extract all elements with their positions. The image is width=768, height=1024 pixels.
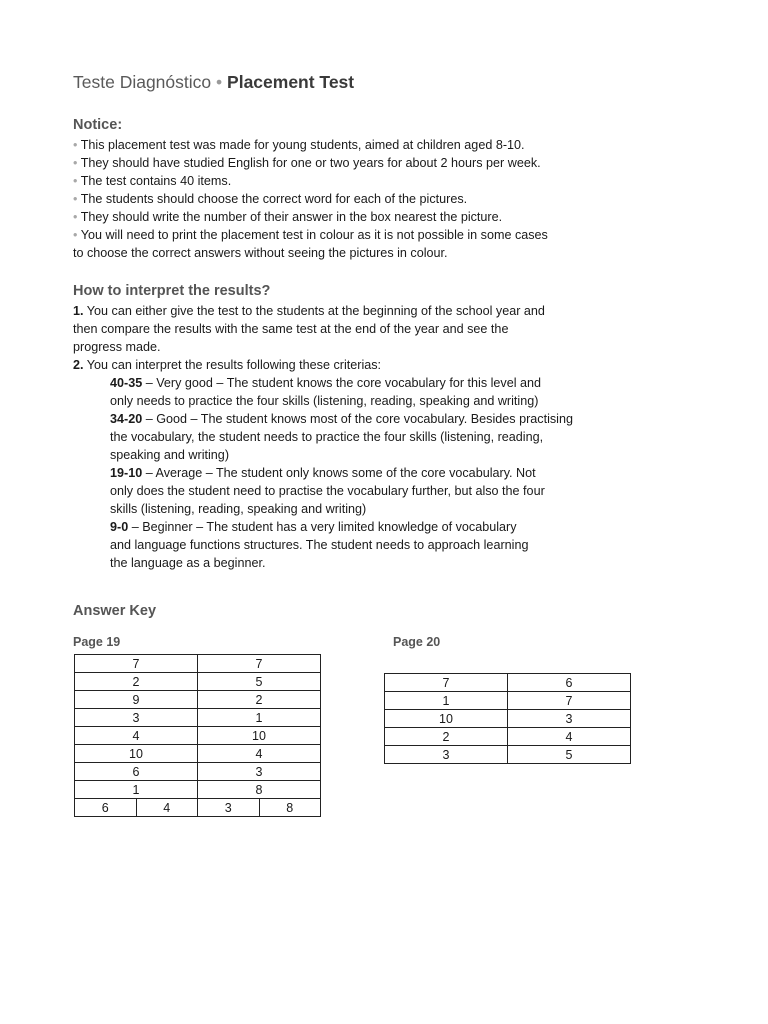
table-cell: 3 <box>508 710 631 728</box>
table-row <box>385 692 631 710</box>
table-row <box>75 709 321 727</box>
list-item: • This placement test was made for young students, aimed at children aged 8-10. <box>73 138 525 152</box>
table-cell: 4 <box>508 728 631 746</box>
table-row <box>75 691 321 709</box>
list-item: • You will need to print the placement test in colour as it is not possible in some cases <box>73 228 548 242</box>
list-item: • They should have studied English for one or two years for about 2 hours per week. <box>73 156 541 170</box>
table-cell: 4 <box>198 745 321 763</box>
table-cell: 1 <box>198 709 321 727</box>
table-cell: 3 <box>198 799 260 817</box>
table-cell: 7 <box>385 674 508 692</box>
criteria-line: speaking and writing) <box>110 448 230 462</box>
table-row <box>75 745 321 763</box>
table-cell: 4 <box>136 799 198 817</box>
table-row <box>385 674 631 692</box>
table-cell: 3 <box>198 763 321 781</box>
answer-key-heading: Answer Key <box>73 603 157 619</box>
table-cell: 2 <box>75 673 198 691</box>
criteria-line: only does the student need to practise the vocabulary further, but also the four <box>110 484 545 498</box>
table-cell: 1 <box>75 781 198 799</box>
table-cell: 8 <box>259 799 321 817</box>
interpret-heading: How to interpret the results? <box>73 283 271 299</box>
table-cell: 6 <box>508 674 631 692</box>
criteria-line: 9-0 – Beginner – The student has a very limited knowledge of vocabulary <box>110 520 517 534</box>
table-row <box>75 781 321 799</box>
list-item: • The students should choose the correct word for each of the pictures. <box>73 192 468 206</box>
table-cell: 2 <box>385 728 508 746</box>
table-cell: 7 <box>508 692 631 710</box>
paragraph-line: then compare the results with the same test at the end of the year and see the <box>73 322 509 336</box>
table-row <box>75 727 321 745</box>
table-cell: 7 <box>198 655 321 673</box>
table-row <box>75 655 321 673</box>
table-cell: 7 <box>75 655 198 673</box>
table-row <box>385 710 631 728</box>
list-item-continuation: to choose the correct answers without seeing the pictures in colour. <box>73 246 448 260</box>
notice-list <box>73 136 548 262</box>
table-cell: 5 <box>508 746 631 764</box>
notice-heading: Notice: <box>73 117 123 133</box>
criteria-line: the vocabulary, the student needs to practice the four skills (listening, reading, <box>110 430 544 444</box>
title-light: Teste Diagnóstico <box>73 72 212 92</box>
criteria-line: the language as a beginner. <box>110 556 266 570</box>
table-cell: 2 <box>198 691 321 709</box>
criteria-line: 34-20 – Good – The student knows most of the core vocabulary. Besides practising <box>110 412 573 426</box>
table-row <box>75 763 321 781</box>
page20-label: Page 20 <box>393 635 441 649</box>
table-cell: 10 <box>385 710 508 728</box>
table-cell: 3 <box>75 709 198 727</box>
paragraph-line: 1. You can either give the test to the students at the beginning of the school year and <box>73 304 545 318</box>
page20-answer-table <box>384 673 631 764</box>
table-cell: 4 <box>75 727 198 745</box>
table-row <box>385 746 631 764</box>
criteria-line: 19-10 – Average – The student only knows some of the core vocabulary. Not <box>110 466 536 480</box>
paragraph-line: 2. You can interpret the results following these criterias: <box>73 358 382 372</box>
table-row <box>75 799 321 817</box>
table-cell: 9 <box>75 691 198 709</box>
page-title <box>73 72 354 93</box>
table-cell: 5 <box>198 673 321 691</box>
criteria-line: skills (listening, reading, speaking and writing) <box>110 502 367 516</box>
interpret-text <box>73 302 573 572</box>
table-cell: 6 <box>75 763 198 781</box>
table-cell: 1 <box>385 692 508 710</box>
criteria-line: and language functions structures. The student needs to approach learning <box>110 538 529 552</box>
table-cell: 10 <box>75 745 198 763</box>
list-item: • The test contains 40 items. <box>73 174 232 188</box>
table-cell: 10 <box>198 727 321 745</box>
criteria-line: 40-35 – Very good – The student knows the core vocabulary for this level and <box>110 376 542 390</box>
table-cell: 6 <box>75 799 137 817</box>
table-row <box>75 673 321 691</box>
page19-label: Page 19 <box>73 635 121 649</box>
table-row <box>385 728 631 746</box>
criteria-line: only needs to practice the four skills (listening, reading, speaking and writing) <box>110 394 539 408</box>
page19-answer-table <box>74 654 321 817</box>
list-item: • They should write the number of their answer in the box nearest the picture. <box>73 210 503 224</box>
title-bold: Placement Test <box>227 72 355 92</box>
paragraph-line: progress made. <box>73 340 161 354</box>
table-cell: 3 <box>385 746 508 764</box>
table-cell: 8 <box>198 781 321 799</box>
title-separator: • <box>216 72 223 92</box>
